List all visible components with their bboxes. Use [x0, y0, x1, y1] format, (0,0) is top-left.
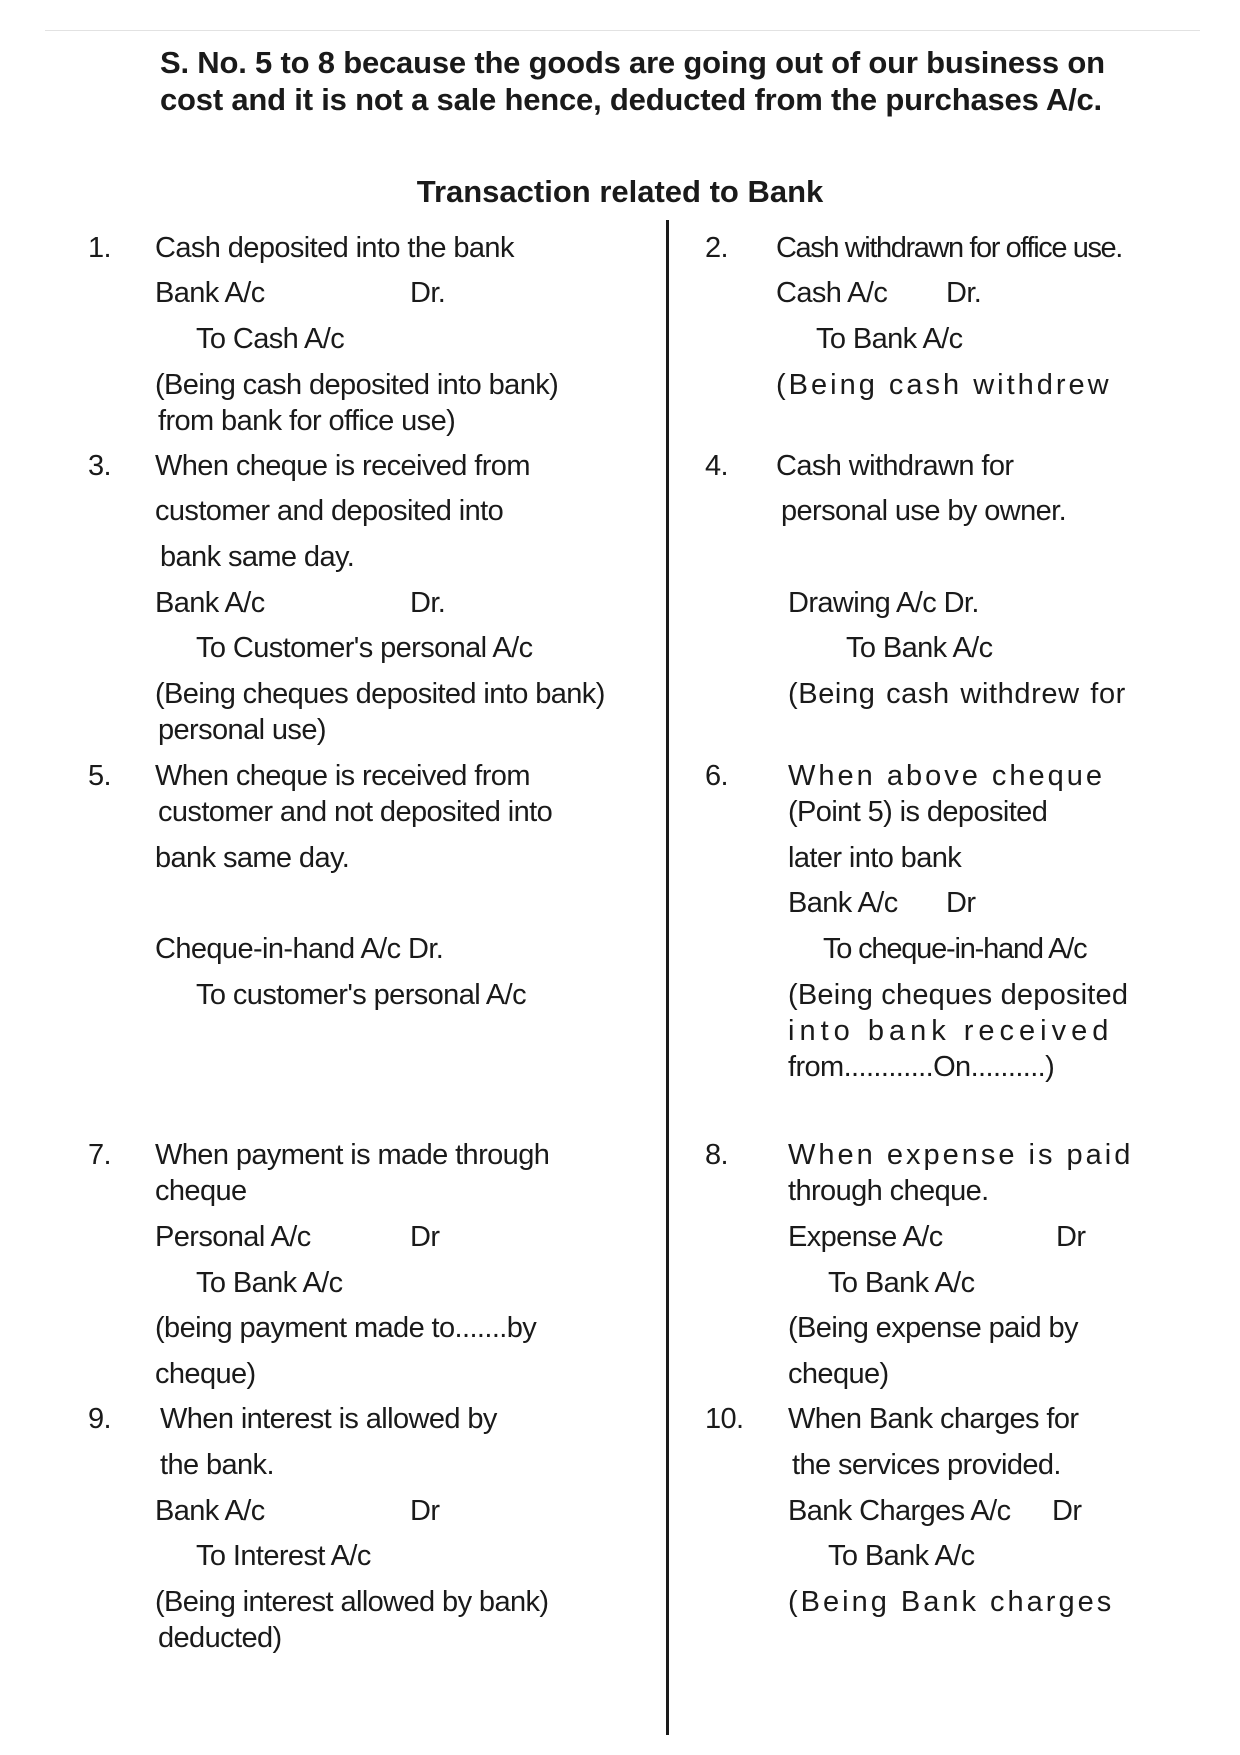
- narration: (Being expense paid by: [788, 1312, 1078, 1344]
- entry-description: bank same day.: [160, 541, 355, 573]
- column-divider: [666, 220, 669, 1735]
- narration-continued: from............On..........): [788, 1051, 1055, 1083]
- debit-account: Drawing A/c Dr.: [788, 587, 979, 619]
- credit-account: To Bank A/c: [816, 323, 963, 355]
- debit-account: Bank A/c: [155, 587, 265, 619]
- narration-continued: deducted): [158, 1622, 282, 1654]
- entry-description: Cash withdrawn for office use.: [776, 232, 1122, 264]
- entry-description: When cheque is received from: [155, 760, 530, 792]
- narration-continued: into bank received: [788, 1015, 1114, 1047]
- entry-number: 6.: [705, 760, 728, 792]
- debit-marker: Dr: [410, 1221, 440, 1253]
- entry-number: 10.: [705, 1403, 744, 1435]
- narration: (Being cash withdrew for: [788, 678, 1126, 710]
- entry-description: When above cheque: [788, 760, 1106, 792]
- entry-description: When Bank charges for: [788, 1403, 1079, 1435]
- debit-account: Cheque-in-hand A/c Dr.: [155, 933, 444, 965]
- debit-marker: Dr.: [410, 277, 446, 309]
- entry-description: When payment is made through: [155, 1139, 550, 1171]
- entry-description: customer and not deposited into: [158, 796, 553, 828]
- debit-account: Bank A/c: [155, 1495, 265, 1527]
- narration: (being payment made to.......by: [155, 1312, 537, 1344]
- narration: (Being cheques deposited into bank): [155, 678, 605, 710]
- debit-account: Personal A/c: [155, 1221, 311, 1253]
- intro-line: S. No. 5 to 8 because the goods are going out of our business on: [160, 45, 1105, 80]
- credit-account: To Cash A/c: [196, 323, 345, 355]
- entry-number: 1.: [88, 232, 111, 264]
- credit-account: To Interest A/c: [196, 1540, 371, 1572]
- narration: (Being cheques deposited: [788, 979, 1129, 1011]
- debit-marker: Dr.: [410, 587, 446, 619]
- narration-continued: personal use): [158, 714, 326, 746]
- narration: (Being Bank charges: [788, 1586, 1115, 1618]
- narration: (Being cash withdrew: [776, 369, 1112, 401]
- entry-description: cheque: [155, 1175, 247, 1207]
- debit-account: Bank A/c: [155, 277, 265, 309]
- entry-description: later into bank: [788, 842, 962, 874]
- entry-description: bank same day.: [155, 842, 350, 874]
- debit-marker: Dr: [1056, 1221, 1086, 1253]
- entry-number: 8.: [705, 1139, 728, 1171]
- section-title: Transaction related to Bank: [416, 174, 824, 209]
- entry-description: (Point 5) is deposited: [788, 796, 1048, 828]
- top-rule: [45, 30, 1200, 31]
- entry-description: When expense is paid: [788, 1139, 1134, 1171]
- entry-description: the services provided.: [792, 1449, 1061, 1481]
- entry-description: Cash withdrawn for: [776, 450, 1014, 482]
- narration-continued: cheque): [155, 1358, 256, 1390]
- narration: (Being interest allowed by bank): [155, 1586, 549, 1618]
- entry-description: personal use by owner.: [781, 495, 1067, 527]
- credit-account: To Bank A/c: [846, 632, 993, 664]
- intro-line: cost and it is not a sale hence, deducted from the purchases A/c.: [160, 82, 1102, 117]
- debit-account: Cash A/c: [776, 277, 888, 309]
- entry-description: customer and deposited into: [155, 495, 504, 527]
- credit-account: To customer's personal A/c: [196, 979, 527, 1011]
- credit-account: To Bank A/c: [828, 1267, 975, 1299]
- debit-account: Bank Charges A/c: [788, 1495, 1011, 1527]
- narration-continued: from bank for office use): [158, 405, 456, 437]
- credit-account: To cheque-in-hand A/c: [823, 933, 1087, 965]
- credit-account: To Bank A/c: [196, 1267, 343, 1299]
- narration: (Being cash deposited into bank): [155, 369, 559, 401]
- credit-account: To Bank A/c: [828, 1540, 975, 1572]
- narration-continued: cheque): [788, 1358, 889, 1390]
- debit-account: Bank A/c: [788, 887, 898, 919]
- entry-number: 5.: [88, 760, 111, 792]
- intro-paragraph: [160, 44, 1180, 118]
- entry-number: 3.: [88, 450, 111, 482]
- entry-number: 9.: [88, 1403, 111, 1435]
- entry-number: 4.: [705, 450, 728, 482]
- debit-marker: Dr.: [946, 277, 982, 309]
- debit-marker: Dr: [410, 1495, 440, 1527]
- entry-description: the bank.: [160, 1449, 274, 1481]
- entry-description: through cheque.: [788, 1175, 989, 1207]
- debit-marker: Dr: [1052, 1495, 1082, 1527]
- entry-description: When cheque is received from: [155, 450, 530, 482]
- credit-account: To Customer's personal A/c: [196, 632, 533, 664]
- entry-number: 7.: [88, 1139, 111, 1171]
- entry-description: When interest is allowed by: [160, 1403, 497, 1435]
- entry-description: Cash deposited into the bank: [155, 232, 514, 264]
- debit-marker: Dr: [946, 887, 976, 919]
- debit-account: Expense A/c: [788, 1221, 943, 1253]
- entry-number: 2.: [705, 232, 728, 264]
